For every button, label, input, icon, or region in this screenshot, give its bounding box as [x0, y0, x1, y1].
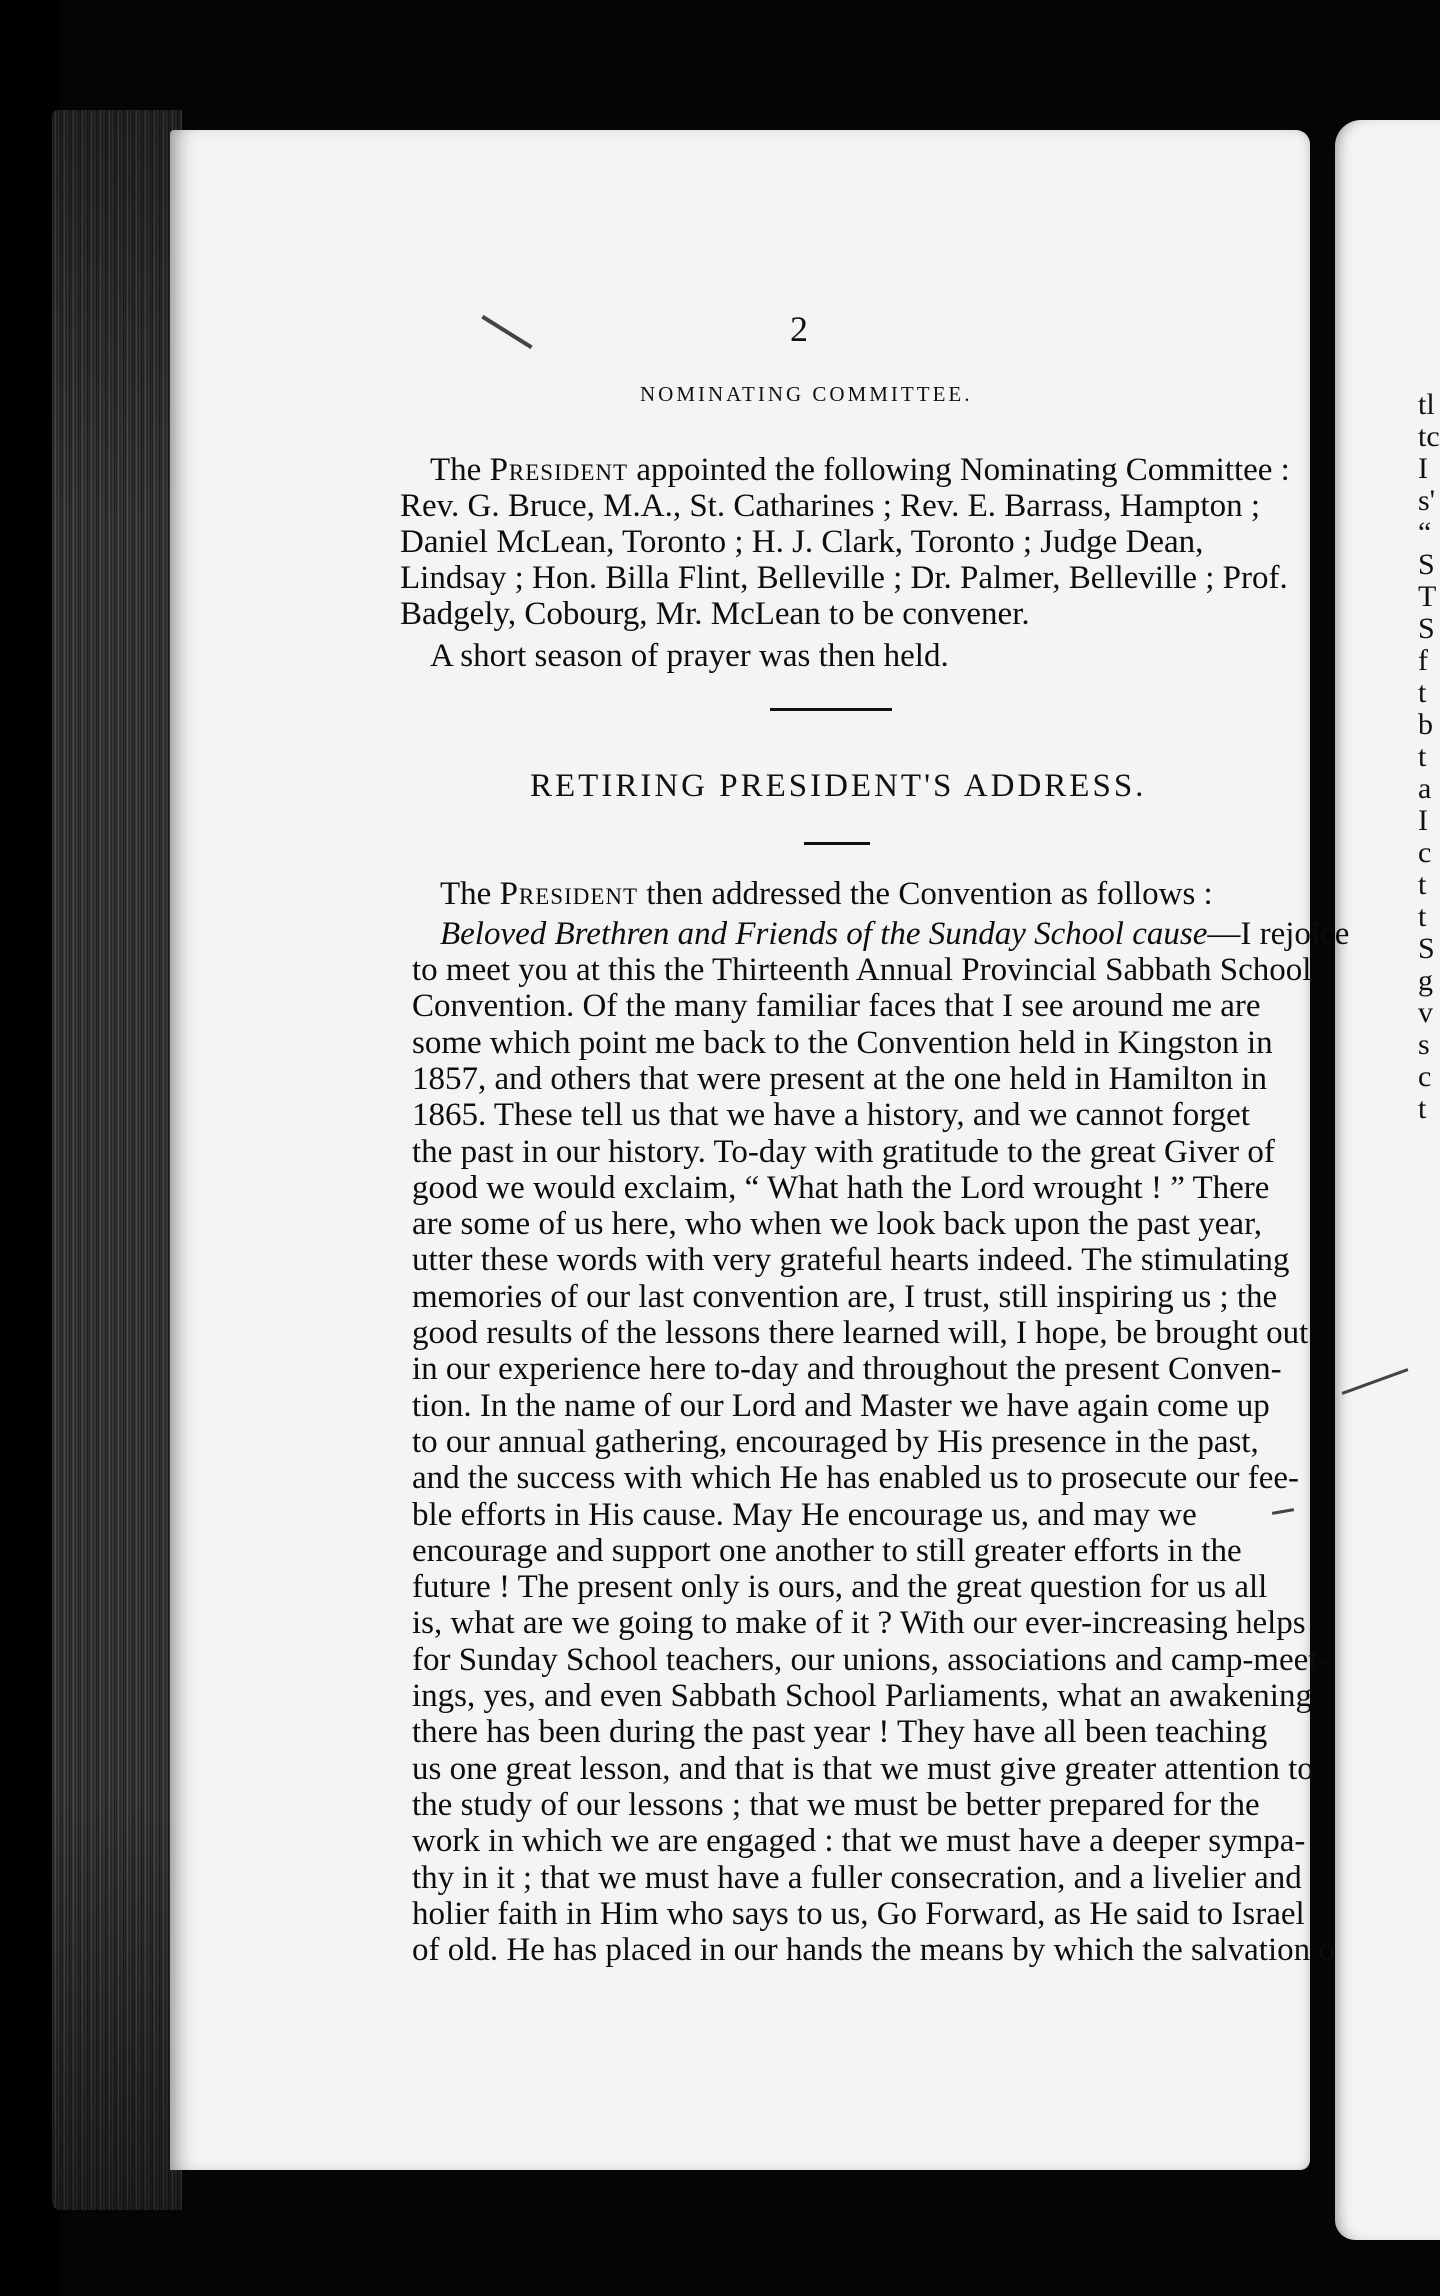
- nominating-rest: appointed the following Nominating Committee :: [628, 452, 1290, 488]
- address-line: 1865. These tell us that we have a history, and we cannot forget: [412, 1097, 1250, 1134]
- address-heading: RETIRING PRESIDENT'S ADDRESS.: [530, 768, 1147, 804]
- address-line: to meet you at this the Thirteenth Annual Provincial Sabbath School: [412, 952, 1312, 988]
- facing-page-fragment: c: [1418, 1060, 1432, 1093]
- address-line: good results of the lessons there learned will, I hope, be brought out: [412, 1315, 1309, 1351]
- page-number: 2: [790, 309, 808, 349]
- address-intro-rest: then addressed the Convention as follows :: [638, 876, 1213, 912]
- nominating-line: [430, 454, 1290, 487]
- address-line: to our annual gathering, encouraged by His presence in the past,: [412, 1423, 1259, 1460]
- facing-page-fragment: T: [1418, 580, 1437, 613]
- nominating-line: Daniel McLean, Toronto ; H. J. Clark, Toronto ; Judge Dean,: [400, 524, 1204, 560]
- facing-page-fragment: c: [1418, 836, 1432, 869]
- address-line: the past in our history. To-day with gratitude to the great Giver of: [412, 1133, 1275, 1170]
- salutation-italic: Beloved Brethren and Friends of the Sunday School cause: [440, 916, 1208, 952]
- address-line: encourage and support one another to still greater efforts in the: [412, 1532, 1242, 1569]
- address-line: ble efforts in His cause. May He encourage us, and may we: [412, 1496, 1197, 1533]
- address-line: in our experience here to-day and throughout the present Conven-: [412, 1351, 1282, 1388]
- address-line: tion. In the name of our Lord and Master we have again come up: [412, 1387, 1270, 1424]
- address-line: of old. He has placed in our hands the means by which the salvation o: [412, 1932, 1335, 1969]
- address-line: for Sunday School teachers, our unions, associations and camp-meet-: [412, 1641, 1329, 1678]
- facing-page-fragment: s: [1418, 1028, 1430, 1061]
- address-line: some which point me back to the Convention held in Kingston in: [412, 1024, 1273, 1061]
- facing-page-fragment: b: [1418, 708, 1433, 741]
- nominating-line: Badgely, Cobourg, Mr. McLean to be convener.: [400, 596, 1030, 632]
- heading-underline: [804, 842, 870, 845]
- facing-page-fragment: s': [1418, 484, 1436, 517]
- president-smallcaps: President: [489, 452, 629, 488]
- address-line: and the success with which He has enabled us to prosecute our fee-: [412, 1460, 1300, 1497]
- facing-page-fragment: tl: [1418, 388, 1435, 421]
- facing-page-fragment: t: [1418, 676, 1427, 709]
- facing-page-fragment: g: [1418, 964, 1433, 997]
- address-line: work in which we are engaged : that we must have a deeper sympa-: [412, 1823, 1306, 1860]
- president-smallcaps: President: [499, 876, 639, 912]
- facing-page-fragment: v: [1418, 996, 1433, 1029]
- nominating-line: Rev. G. Bruce, M.A., St. Catharines ; Rev. E. Barrass, Hampton ;: [400, 488, 1260, 524]
- facing-page-fragment: t: [1418, 868, 1427, 901]
- nominating-line: Lindsay ; Hon. Billa Flint, Belleville ; Dr. Palmer, Belleville ; Prof.: [400, 560, 1288, 596]
- address-line: memories of our last convention are, I trust, still inspiring us ; the: [412, 1278, 1278, 1315]
- section-divider: [770, 708, 892, 711]
- salutation-rest: —I rejoice: [1207, 916, 1350, 952]
- facing-page-fragment: t: [1418, 1092, 1427, 1125]
- address-line: ings, yes, and even Sabbath School Parliaments, what an awakening: [412, 1678, 1312, 1714]
- prayer-line: A short season of prayer was then held.: [430, 638, 949, 674]
- address-line: future ! The present only is ours, and the great question for us all: [412, 1569, 1268, 1606]
- address-line: are some of us here, who when we look back upon the past year,: [412, 1206, 1262, 1243]
- address-line: us one great lesson, and that is that we must give greater attention to: [412, 1750, 1314, 1787]
- facing-page-fragment: “: [1418, 516, 1432, 549]
- facing-page-fragment: tc: [1418, 420, 1440, 453]
- facing-page-fragment: S: [1418, 548, 1435, 581]
- facing-page-fragment: I: [1418, 804, 1428, 837]
- address-intro-lead: The: [440, 876, 492, 912]
- address-line: Convention. Of the many familiar faces that I see around me are: [412, 988, 1261, 1025]
- facing-page-fragment: t: [1418, 900, 1427, 933]
- address-line: good we would exclaim, “ What hath the Lord wrought ! ” There: [412, 1169, 1270, 1206]
- facing-page-fragment: I: [1418, 452, 1428, 485]
- facing-page-fragment: t: [1418, 740, 1427, 773]
- facing-page-fragment: S: [1418, 932, 1435, 965]
- address-salutation: [440, 918, 1349, 951]
- facing-page-fragment: a: [1418, 772, 1432, 805]
- page-edges: [52, 110, 182, 2210]
- nominating-heading: NOMINATING COMMITTEE.: [640, 382, 973, 406]
- address-line: is, what are we going to make of it ? With our ever-increasing helps: [412, 1605, 1306, 1642]
- address-line: holier faith in Him who says to us, Go Forward, as He said to Israel: [412, 1895, 1305, 1932]
- nominating-lead: The: [430, 452, 482, 488]
- address-line: there has been during the past year ! They have all been teaching: [412, 1714, 1268, 1751]
- address-line: the study of our lessons ; that we must be better prepared for the: [412, 1786, 1260, 1823]
- address-intro: [440, 878, 1213, 911]
- facing-page-fragment: f: [1418, 644, 1428, 677]
- book-spine: [0, 0, 60, 2296]
- address-line: thy in it ; that we must have a fuller consecration, and a livelier and: [412, 1859, 1302, 1896]
- address-line: 1857, and others that were present at the one held in Hamilton in: [412, 1060, 1268, 1097]
- address-line: utter these words with very grateful hearts indeed. The stimulating: [412, 1242, 1290, 1279]
- facing-page-fragment: S: [1418, 612, 1435, 645]
